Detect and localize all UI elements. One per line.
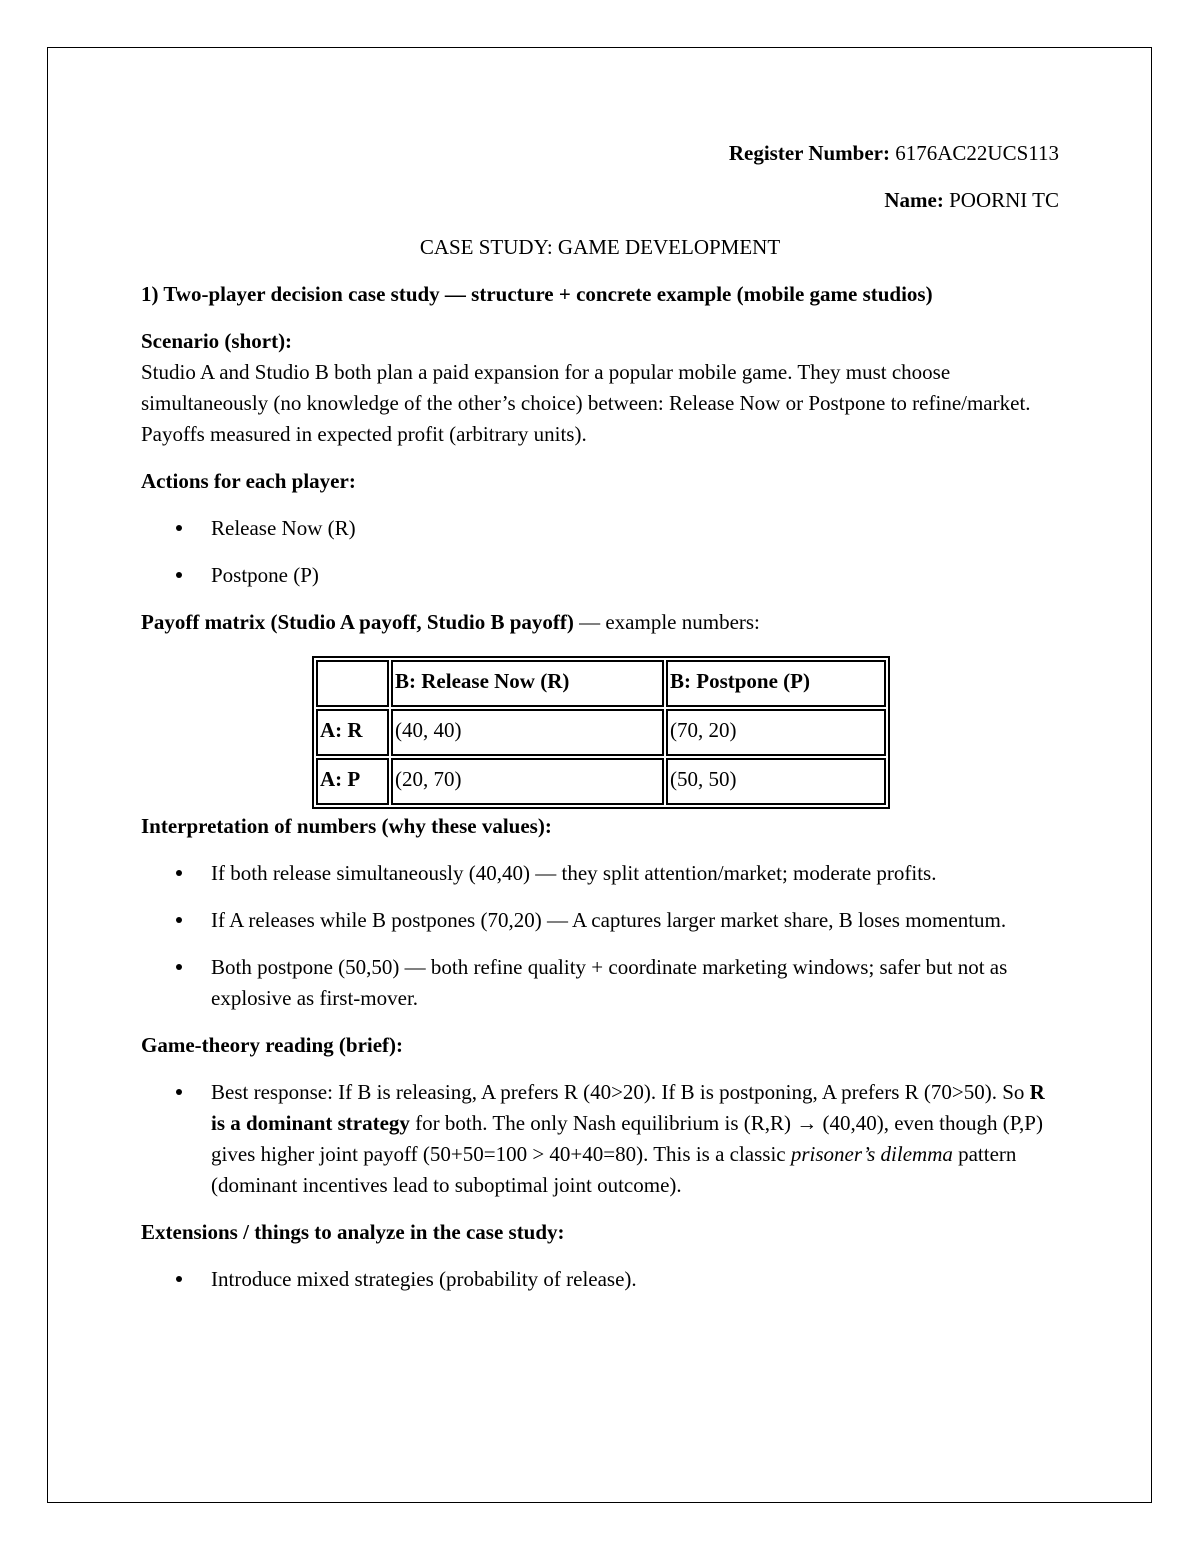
name-value: POORNI TC: [949, 188, 1059, 212]
interpretation-list: [141, 858, 1059, 1014]
table-cell: (20, 70): [391, 758, 664, 805]
table-cell: (70, 20): [666, 709, 886, 756]
list-item: Best response: If B is releasing, A prefers R (40>20). If B is postponing, A prefers R (70>50). So R is a dominant strategy for both. The only Nash equilibrium is (R,R) → (40,40), even though (P,P) gives higher joint payoff (50+50=100 > 40+40=80). This is a classic prisoner’s dilemma pattern (dominant incentives lead to suboptimal joint outcome).: [211, 1077, 1059, 1201]
actions-list: [141, 513, 1059, 591]
game-theory-heading: Game-theory reading (brief):: [141, 1033, 404, 1057]
payoff-matrix-table: [312, 656, 890, 809]
list-item: Both postpone (50,50) — both refine quality + coordinate marketing windows; safer but not as explosive as first-mover.: [211, 952, 1059, 1014]
table-cell: (40, 40): [391, 709, 664, 756]
table-row-label: A: P: [316, 758, 389, 805]
register-number-value: 6176AC22UCS113: [895, 141, 1059, 165]
game-theory-list: [141, 1077, 1059, 1201]
list-item: If both release simultaneously (40,40) — they split attention/market; moderate profits.: [211, 858, 1059, 889]
table-header-cell: [316, 660, 389, 707]
register-number-label: Register Number:: [728, 141, 890, 165]
name-label: Name:: [884, 188, 944, 212]
extensions-heading: Extensions / things to analyze in the case study:: [141, 1220, 565, 1244]
list-item: Introduce mixed strategies (probability of release).: [211, 1264, 1059, 1295]
name-line: [141, 185, 1059, 216]
extensions-list: [141, 1264, 1059, 1295]
document-body: [141, 138, 1059, 1295]
section-1-heading: 1) Two-player decision case study — structure + concrete example (mobile game studios): [141, 282, 933, 306]
table-row: [316, 709, 886, 756]
interpretation-heading: Interpretation of numbers (why these values):: [141, 814, 552, 838]
list-item: If A releases while B postpones (70,20) — A captures larger market share, B loses momentum.: [211, 905, 1059, 936]
scenario-text: Studio A and Studio B both plan a paid expansion for a popular mobile game. They must choose simultaneously (no knowledge of the other’s choice) between: Release Now or Postpone to refine/market. Payoffs measured in expected profit (arbitrary units).: [141, 360, 1031, 446]
table-cell: (50, 50): [666, 758, 886, 805]
payoff-heading: Payoff matrix (Studio A payoff, Studio B payoff) — example numbers:: [141, 610, 760, 634]
scenario-heading: Scenario (short):: [141, 329, 293, 353]
table-row: [316, 660, 886, 707]
list-item: Postpone (P): [211, 560, 1059, 591]
table-header-cell: B: Release Now (R): [391, 660, 664, 707]
actions-heading: Actions for each player:: [141, 469, 356, 493]
table-row-label: A: R: [316, 709, 389, 756]
register-number-line: [141, 138, 1059, 169]
table-header-cell: B: Postpone (P): [666, 660, 886, 707]
list-item: Release Now (R): [211, 513, 1059, 544]
document-title: CASE STUDY: GAME DEVELOPMENT: [419, 235, 781, 259]
table-row: [316, 758, 886, 805]
